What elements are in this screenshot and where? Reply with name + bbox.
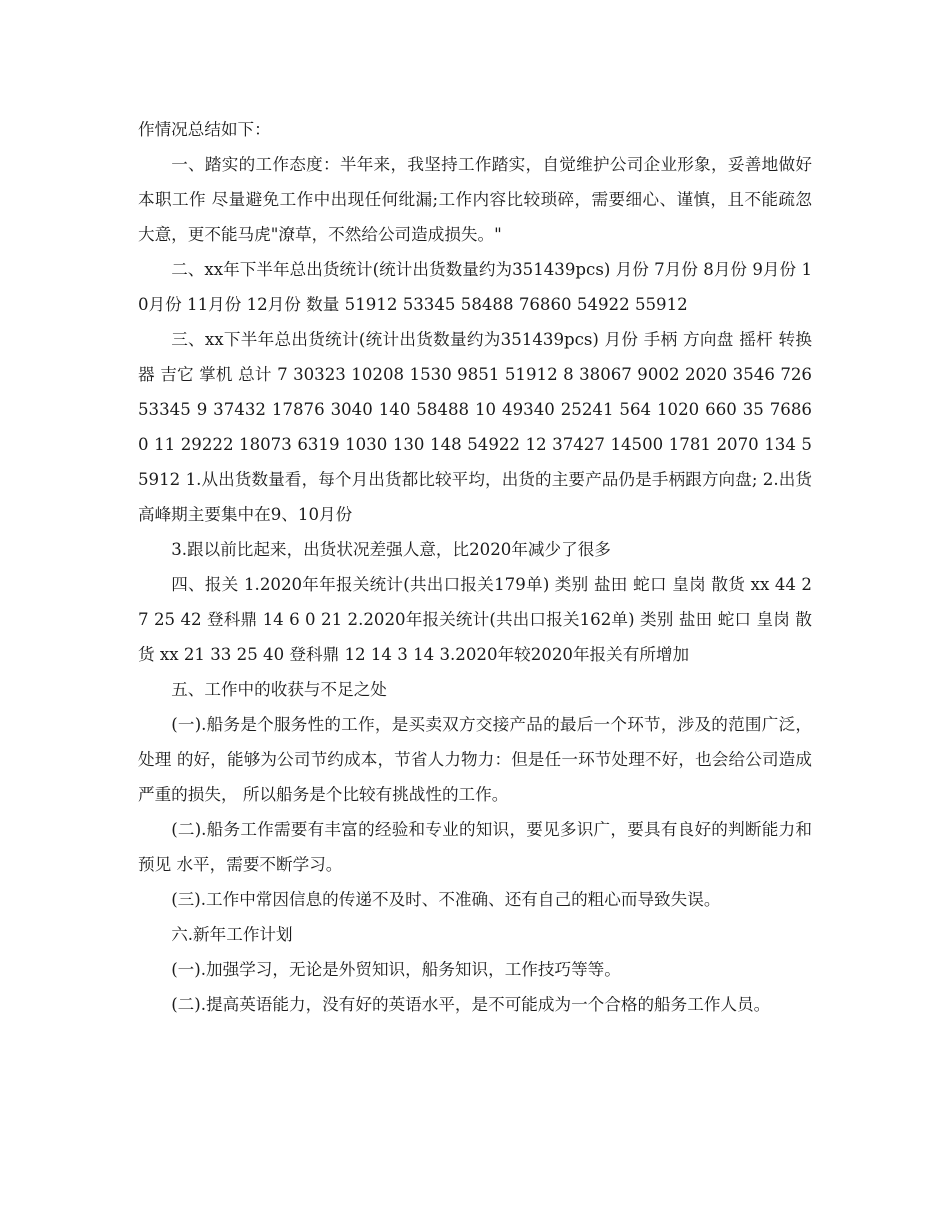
paragraph-plan-1: (一).加强学习，无论是外贸知识，船务知识，工作技巧等等。 — [171, 960, 621, 979]
heading-gains-and-shortcomings: 五、工作中的收获与不足之处 — [171, 680, 387, 699]
paragraph-work-attitude: 一、踏实的工作态度：半年来，我坚持工作踏实，自觉维护公司企业形象，妥善地做好本职工作 尽量避免工作中出现任何纰漏;工作内容比较琐碎，需要细心、谨慎，且不能疏忽大意，更不能马虎"潦草，不然给公司造成损失。" — [138, 155, 812, 244]
paragraph-gain-3: (三).工作中常因信息的传递不及时、不准确、还有自己的粗心而导致失误。 — [171, 890, 721, 909]
paragraph-shipment-stats-product: 三、xx下半年总出货统计(统计出货数量约为351439pcs) 月份 手柄 方向盘 摇杆 转换器 吉它 掌机 总计 7 30323 10208 1530 9851 51912 8 38067 9002 2020 3546 726 53345 9 37432 17876 3040 140 58488 10 49340 25241 564 1020 660 35 76860 11 29222 18073 6319 1030 130 148 54922 12 37427 14500 1781 2070 134 55912 1.从出货数量看，每个月出货都比较平均，出货的主要产品仍是手柄跟方向盘; 2.出货高峰期主要集中在9、10月份 — [138, 330, 812, 524]
document-body — [138, 112, 812, 1022]
paragraph-intro: 作情况总结如下： — [138, 120, 271, 139]
paragraph-shipment-comparison: 3.跟以前比起来，出货状况差强人意，比2020年减少了很多 — [171, 540, 611, 559]
heading-new-year-plan: 六.新年工作计划 — [171, 925, 293, 944]
paragraph-gain-1: (一).船务是个服务性的工作，是买卖双方交接产品的最后一个环节，涉及的范围广泛，处理 的好，能够为公司节约成本，节省人力物力：但是任一环节处理不好，也会给公司造成严重的损失， 所以船务是个比较有挑战性的工作。 — [138, 715, 812, 804]
paragraph-shipment-stats-monthly: 二、xx年下半年总出货统计(统计出货数量约为351439pcs) 月份 7月份 8月份 9月份 10月份 11月份 12月份 数量 51912 53345 58488 76860 54922 55912 — [138, 260, 812, 314]
paragraph-plan-2: (二).提高英语能力，没有好的英语水平，是不可能成为一个合格的船务工作人员。 — [171, 995, 771, 1014]
paragraph-gain-2: (二).船务工作需要有丰富的经验和专业的知识，要见多识广，要具有良好的判断能力和预见 水平，需要不断学习。 — [138, 820, 812, 874]
paragraph-customs-declaration: 四、报关 1.2020年年报关统计(共出口报关179单) 类别 盐田 蛇口 皇岗 散货 xx 44 27 25 42 登科鼎 14 6 0 21 2.2020年报关统计(共出口报关162单) 类别 盐田 蛇口 皇岗 散货 xx 21 33 25 40 登科鼎 12 14 3 14 3.2020年较2020年报关有所增加 — [138, 575, 812, 664]
